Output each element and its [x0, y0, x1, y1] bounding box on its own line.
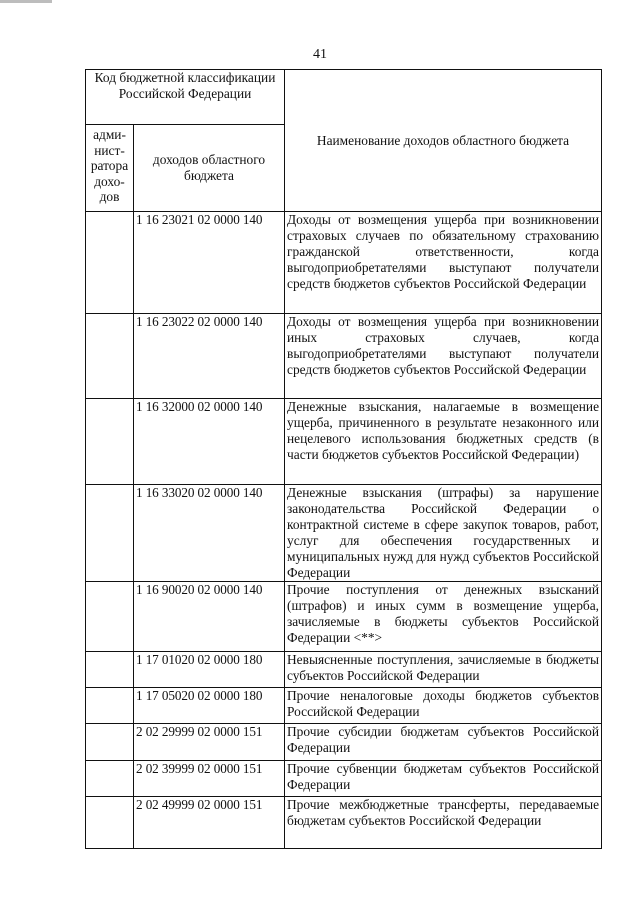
row-code: 2 02 49999 02 0000 151 — [134, 797, 285, 849]
row-code: 1 16 32000 02 0000 140 — [134, 399, 285, 485]
row-code: 1 17 01020 02 0000 180 — [134, 652, 285, 688]
row-name: Доходы от возмещения ущерба при возникновении страховых случаев по обязательному страхованию гражданской ответственности, когда выгодоприобретателями выступают получатели средств бюджетов субъектов Российской Федерации — [285, 212, 602, 314]
row-admin — [86, 582, 134, 652]
table-row — [86, 688, 602, 724]
row-admin — [86, 314, 134, 399]
row-admin — [86, 652, 134, 688]
table-row — [86, 761, 602, 797]
row-code: 2 02 29999 02 0000 151 — [134, 724, 285, 761]
row-code: 1 16 23021 02 0000 140 — [134, 212, 285, 314]
row-name: Прочие неналоговые доходы бюджетов субъектов Российской Федерации — [285, 688, 602, 724]
row-code: 2 02 39999 02 0000 151 — [134, 761, 285, 797]
row-code: 1 16 23022 02 0000 140 — [134, 314, 285, 399]
row-code: 1 16 90020 02 0000 140 — [134, 582, 285, 652]
table-row — [86, 724, 602, 761]
row-admin — [86, 485, 134, 582]
row-name: Доходы от возмещения ущерба при возникновении иных страховых случаев, когда выгодоприобретателями выступают получатели средств бюджетов субъектов Российской Федерации — [285, 314, 602, 399]
row-admin — [86, 688, 134, 724]
page-number: 41 — [313, 47, 327, 62]
table-row — [86, 399, 602, 485]
table-row — [86, 485, 602, 582]
row-admin — [86, 761, 134, 797]
row-name: Денежные взыскания, налагаемые в возмещение ущерба, причиненного в результате незаконного или нецелевого использования бюджетных средств (в части бюджетов субъектов Российской Федерации) — [285, 399, 602, 485]
corner-mark — [0, 0, 52, 3]
row-admin — [86, 399, 134, 485]
row-name: Прочие субвенции бюджетам субъектов Российской Федерации — [285, 761, 602, 797]
row-admin — [86, 212, 134, 314]
table-row — [86, 797, 602, 849]
budget-classification-table — [85, 69, 602, 849]
row-admin — [86, 797, 134, 849]
table-row — [86, 582, 602, 652]
row-name: Прочие поступления от денежных взысканий (штрафов) и иных сумм в возмещение ущерба, зачисляемые в бюджеты субъектов Российской Федерации <**> — [285, 582, 602, 652]
header-classification: Код бюджетной классификации Российской Федерации — [86, 70, 285, 125]
row-admin — [86, 724, 134, 761]
row-name: Прочие межбюджетные трансферты, передаваемые бюджетам субъектов Российской Федерации — [285, 797, 602, 849]
table-header-row — [86, 70, 602, 125]
row-name: Прочие субсидии бюджетам субъектов Российской Федерации — [285, 724, 602, 761]
row-name: Невыясненные поступления, зачисляемые в бюджеты субъектов Российской Федерации — [285, 652, 602, 688]
header-income-code: доходов областного бюджета — [134, 125, 285, 212]
header-administrator: адми-нист-ратора дохо-дов — [86, 125, 134, 212]
table-row — [86, 652, 602, 688]
row-name: Денежные взыскания (штрафы) за нарушение законодательства Российской Федерации о контрактной системе в сфере закупок товаров, работ, услуг для обеспечения государственных и муниципальных нужд для нужд субъектов Российской Федерации — [285, 485, 602, 582]
table-row — [86, 314, 602, 399]
row-code: 1 16 33020 02 0000 140 — [134, 485, 285, 582]
row-code: 1 17 05020 02 0000 180 — [134, 688, 285, 724]
table-row — [86, 212, 602, 314]
header-income-name: Наименование доходов областного бюджета — [285, 70, 602, 212]
